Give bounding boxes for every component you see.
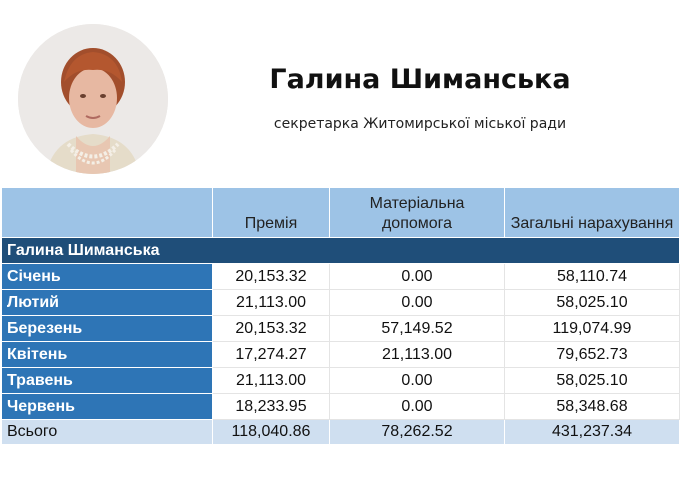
bonus-cell: 21,113.00 bbox=[213, 368, 330, 394]
month-cell: Квітень bbox=[2, 342, 213, 368]
table-row bbox=[2, 316, 680, 342]
bonus-cell: 17,274.27 bbox=[213, 342, 330, 368]
month-cell: Червень bbox=[2, 394, 213, 420]
month-cell: Лютий bbox=[2, 290, 213, 316]
bonus-cell: 20,153.32 bbox=[213, 264, 330, 290]
bonus-cell: 21,113.00 bbox=[213, 290, 330, 316]
aid-cell: 57,149.52 bbox=[330, 316, 505, 342]
table-header-row bbox=[2, 188, 680, 238]
person-name: Галина Шиманська bbox=[269, 64, 571, 95]
month-cell: Травень bbox=[2, 368, 213, 394]
aid-cell: 0.00 bbox=[330, 264, 505, 290]
total-bonus: 118,040.86 bbox=[213, 420, 330, 445]
header-material-aid: Матеріальна допомога bbox=[330, 188, 505, 238]
header-bonus: Премія bbox=[213, 188, 330, 238]
aid-cell: 21,113.00 bbox=[330, 342, 505, 368]
total-aid: 78,262.52 bbox=[330, 420, 505, 445]
aid-cell: 0.00 bbox=[330, 290, 505, 316]
month-cell: Березень bbox=[2, 316, 213, 342]
table-row bbox=[2, 368, 680, 394]
table-row bbox=[2, 342, 680, 368]
portrait-illustration bbox=[18, 24, 168, 174]
table-row bbox=[2, 264, 680, 290]
total-label: Всього bbox=[2, 420, 213, 445]
aid-cell: 0.00 bbox=[330, 394, 505, 420]
header-empty bbox=[2, 188, 213, 238]
accrued-cell: 79,652.73 bbox=[505, 342, 680, 368]
table-row bbox=[2, 394, 680, 420]
accrued-cell: 58,025.10 bbox=[505, 368, 680, 394]
header-total-accrued: Загальні нарахування bbox=[505, 188, 680, 238]
bonus-cell: 20,153.32 bbox=[213, 316, 330, 342]
accrued-cell: 58,110.74 bbox=[505, 264, 680, 290]
group-label: Галина Шиманська bbox=[2, 238, 680, 264]
payments-table bbox=[1, 187, 680, 445]
accrued-cell: 58,348.68 bbox=[505, 394, 680, 420]
group-row bbox=[2, 238, 680, 264]
aid-cell: 0.00 bbox=[330, 368, 505, 394]
accrued-cell: 119,074.99 bbox=[505, 316, 680, 342]
bonus-cell: 18,233.95 bbox=[213, 394, 330, 420]
person-role: секретарка Житомирської міської ради bbox=[273, 116, 567, 132]
table-row bbox=[2, 290, 680, 316]
total-row bbox=[2, 420, 680, 445]
total-accrued: 431,237.34 bbox=[505, 420, 680, 445]
month-cell: Січень bbox=[2, 264, 213, 290]
accrued-cell: 58,025.10 bbox=[505, 290, 680, 316]
portrait-photo bbox=[18, 24, 168, 174]
